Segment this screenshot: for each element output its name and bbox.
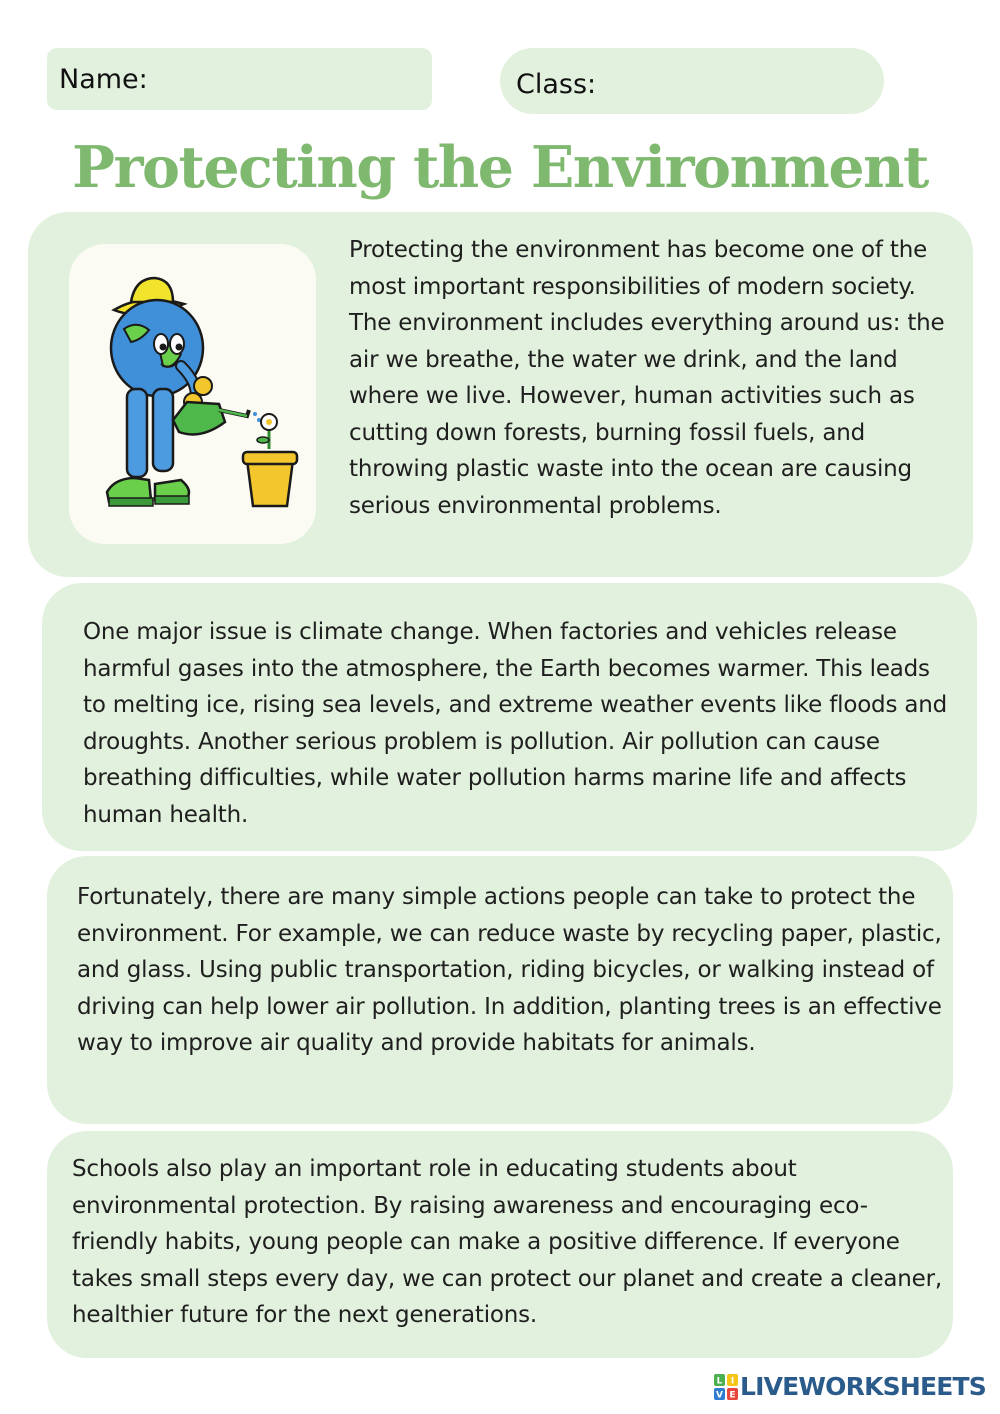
- logo-letter-2: I: [730, 1376, 735, 1386]
- paragraph-3: Fortunately, there are many simple actions people can take to protect the environment. For example, we can reduce waste by recycling paper, plastic, and glass. Using public transportation, riding bicycles, or walking instead of driving can help lower air pollution. In addition, planting trees is an effective way to improve air quality and provide habitats for animals.: [77, 884, 942, 1056]
- liveworksheets-brand: [714, 1372, 986, 1401]
- logo-letter-1: L: [716, 1376, 723, 1386]
- name-field[interactable]: [47, 48, 432, 110]
- name-label: Name:: [59, 63, 148, 95]
- class-label: Class:: [516, 68, 597, 100]
- paragraph-card-4: [47, 1131, 953, 1358]
- paragraph-1: Protecting the environment has become one of the most important responsibilities of modern society. The environment includes everything around us: the air we breathe, the water we drink, and the land where we live. However, human activities such as cutting down forests, burning fossil fuels, and throwing plastic waste into the ocean are causing serious environmental problems.: [349, 237, 945, 519]
- paragraph-2: One major issue is climate change. When factories and vehicles release harmful gases into the atmosphere, the Earth becomes warmer. This leads to melting ice, rising sea levels, and extreme weather events like floods and droughts. Another serious problem is pollution. Air pollution can cause breathing difficulties, while water pollution harms marine life and affects human health.: [83, 619, 948, 828]
- paragraph-card-2: [42, 583, 977, 851]
- paragraph-4: Schools also play an important role in educating students about environmental protection. By raising awareness and encouraging eco-friendly habits, young people can make a positive difference. If everyone takes small steps every day, we can protect our planet and create a cleaner, healthier future for the next generations.: [72, 1156, 942, 1328]
- liveworksheets-logo-icon: [714, 1374, 738, 1400]
- logo-letter-4: E: [729, 1390, 736, 1400]
- page-title: Protecting the Environment: [72, 134, 928, 201]
- paragraph-card-1: [28, 212, 973, 577]
- brand-text: LIVEWORKSHEETS: [739, 1372, 986, 1401]
- class-field[interactable]: [500, 48, 884, 114]
- logo-letter-3: V: [715, 1390, 723, 1400]
- illustration-box: [69, 244, 316, 544]
- paragraph-card-3: [47, 856, 953, 1124]
- earth-watering-plant-illustration: [69, 244, 316, 544]
